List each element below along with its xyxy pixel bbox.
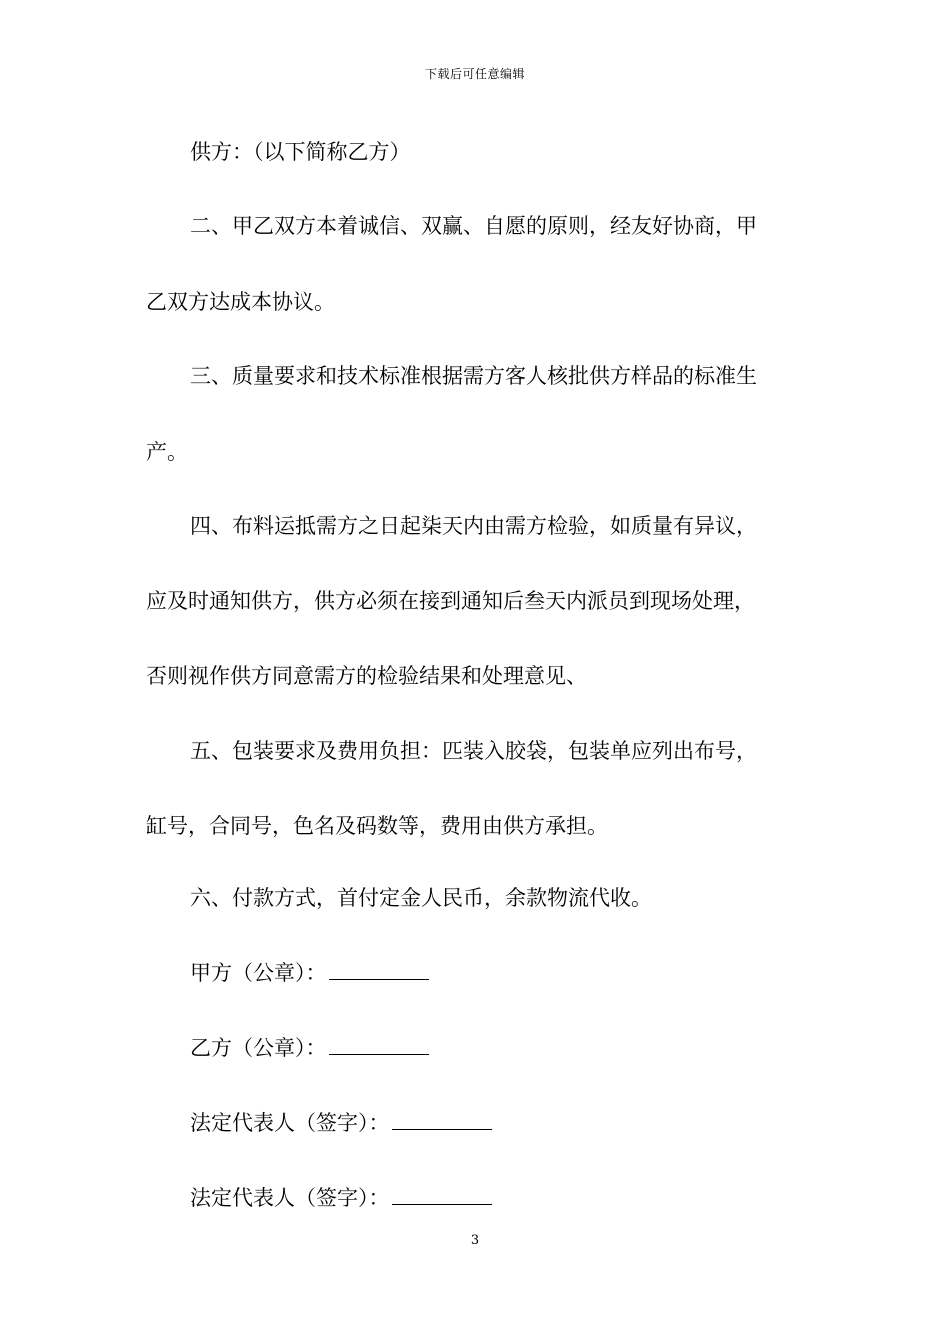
clause-3-line-2: 产。	[146, 440, 188, 464]
legal-rep-1-row	[190, 1109, 492, 1137]
party-b-seal-label: 乙方（公章）：	[190, 1036, 327, 1060]
clause-2-line-2: 乙双方达成本协议。	[146, 290, 335, 314]
party-a-seal-label: 甲方（公章）：	[190, 961, 327, 985]
clause-4-line-1: 四、布料运抵需方之日起柒天内由需方检验，如质量有异议，	[190, 514, 757, 538]
party-a-seal-blank[interactable]	[329, 959, 429, 980]
supplier-line: 供方：（以下简称乙方）	[190, 140, 411, 164]
clause-6-line: 六、付款方式，首付定金人民币，余款物流代收。	[190, 886, 652, 910]
clause-5-line-1: 五、包装要求及费用负担：匹装入胶袋，包装单应列出布号，	[190, 739, 757, 763]
legal-rep-2-blank[interactable]	[392, 1184, 492, 1205]
clause-4-line-3: 否则视作供方同意需方的检验结果和处理意见、	[146, 664, 587, 688]
page-number: 3	[470, 1233, 480, 1248]
legal-rep-2-row	[190, 1184, 492, 1212]
party-b-seal-row	[190, 1034, 429, 1062]
legal-rep-2-label: 法定代表人（签字）：	[190, 1186, 390, 1210]
party-a-seal-row	[190, 959, 429, 987]
legal-rep-1-blank[interactable]	[392, 1109, 492, 1130]
clause-2-line-1: 二、甲乙双方本着诚信、双赢、自愿的原则，经友好协商，甲	[190, 214, 757, 238]
clause-3-line-1: 三、质量要求和技术标准根据需方客人核批供方样品的标准生	[190, 364, 757, 388]
clause-5-line-2: 缸号，合同号，色名及码数等，费用由供方承担。	[146, 814, 608, 838]
legal-rep-1-label: 法定代表人（签字）：	[190, 1111, 390, 1135]
party-b-seal-blank[interactable]	[329, 1034, 429, 1055]
clause-4-line-2: 应及时通知供方，供方必须在接到通知后叁天内派员到现场处理，	[146, 589, 755, 613]
page-header: 下载后可任意编辑	[424, 67, 525, 81]
